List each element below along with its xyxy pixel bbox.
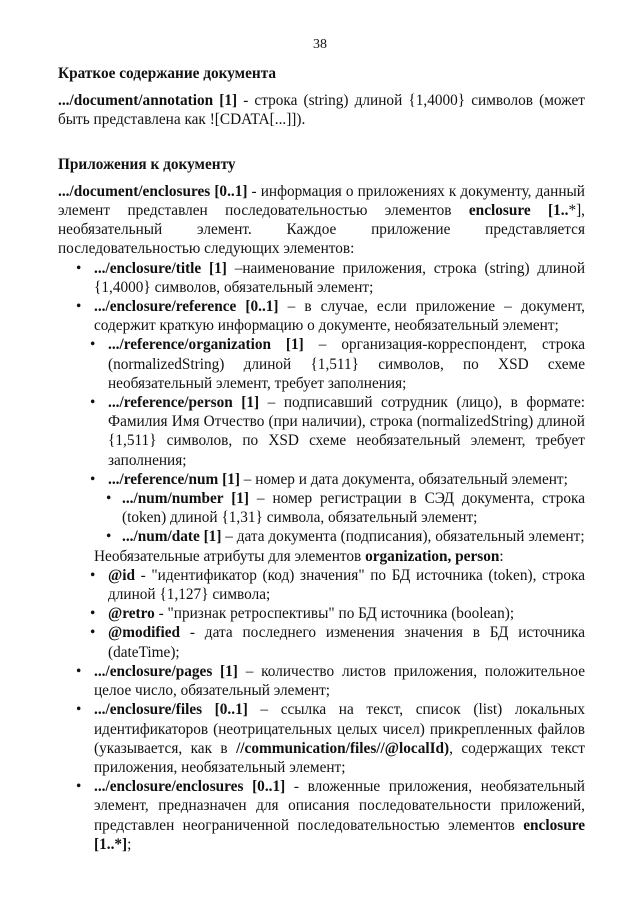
annotation-text: - строка (string) длиной {1,4000} символов (может быть представлена как ![CDATA[...]]). bbox=[58, 92, 585, 129]
section-title-summary: Краткое содержание документа bbox=[58, 65, 277, 82]
list-item: • .../num/date [1] – дата документа (подписания), обязательный элемент; bbox=[122, 527, 585, 546]
list-item: • .../enclosure/enclosures [0..1] - вложенные приложения, необязательный элемент, предназначен для описания последовательности приложений, представлен неограниченной последовательностью элементов enclosure [1..*]; bbox=[94, 777, 585, 854]
list-item: • .../num/number [1] – номер регистрации в СЭД документа, строка (token) длиной {1,31} символа, обязательный элемент; bbox=[122, 489, 585, 527]
list-item: • .../enclosure/title [1] –наименование приложения, строка (string) длиной {1,4000} символов, обязательный элемент; bbox=[94, 259, 585, 297]
list-item: • @retro - "признак ретроспективы" по БД источника (boolean); bbox=[108, 604, 585, 623]
num-list bbox=[108, 489, 585, 547]
page-number: 38 bbox=[313, 37, 327, 52]
list-item: • .../reference/person [1] – подписавший сотрудник (лицо), в формате: Фамилия Имя Отчество (при наличии), строка (normalizedString) длиной {1,511} символов, по XSD схеме необязательный элемент, требует заполнения; bbox=[108, 393, 585, 470]
document-body bbox=[58, 64, 585, 854]
annotation-path: .../document/annotation [1] bbox=[58, 92, 238, 110]
enclosures-intro: .../document/enclosures [0..1] - информация о приложениях к документу, данный элемент представлен последовательностью элементов enclosure [1..*], необязательный элемент. Каждое приложение представляется последовательностью следующих элементов: bbox=[58, 182, 586, 258]
list-item: • .../enclosure/reference [0..1] – в случае, если приложение – документ, содержит краткую информацию о документе, необязательный элемент; • .../reference/organization [1] – организация-корреспондент, строка (normalizedString) длиной {1,511} символов, по XSD схеме необязательный элемент, требует заполнения; • .../reference/person [1] – подписавший сотрудник (лицо), в формате: Фамилия Имя Отчество (при наличии), строка (normalizedString) длиной {1,511} символов, по XSD схеме необязательный элемент, требует заполнения; • .../reference/num [1] – номер и дата документа, обязательный элемент; • .../num/number [1] – номер регистрации в СЭД документа, строка (token) длиной {1,31} символа, обязательный элемент; • .../num/date [1] – дата документа (подписания), обязательный элемент; Необязательные атрибуты для элементов organization, person: • @id - "идентификатор (код) значения" по БД источника (token), строка длиной {1,127} символа; • @retro - "признак ретроспективы" по БД источника (boolean); • @modified - дата последнего изменения значения в БД источника (dateTime); bbox=[94, 297, 585, 662]
list-item: • .../enclosure/files [0..1] – ссылка на текст, список (list) локальных идентификаторов (неотрицательных целых чисел) прикрепленных файлов (указывается, как в //communication/files//@localId), содержащих текст приложения, необязательный элемент; bbox=[94, 700, 585, 777]
annotation-paragraph bbox=[58, 91, 585, 129]
section-title-enclosures: Приложения к документу bbox=[58, 155, 236, 173]
attrs-intro: Необязательные атрибуты для элементов organization, person: bbox=[94, 547, 504, 565]
list-item: • .../enclosure/pages [1] – количество листов приложения, положительное целое число, обязательный элемент; bbox=[94, 662, 585, 700]
list-item: • .../reference/num [1] – номер и дата документа, обязательный элемент; • .../num/number [1] – номер регистрации в СЭД документа, строка (token) длиной {1,31} символа, обязательный элемент; • .../num/date [1] – дата документа (подписания), обязательный элемент; bbox=[108, 470, 585, 547]
enclosure-list bbox=[58, 259, 585, 854]
reference-list bbox=[94, 335, 585, 546]
list-item: • @id - "идентификатор (код) значения" по БД источника (token), строка длиной {1,127} символа; bbox=[108, 566, 585, 604]
list-item: • .../reference/organization [1] – организация-корреспондент, строка (normalizedString) длиной {1,511} символов, по XSD схеме необязательный элемент, требует заполнения; bbox=[108, 335, 585, 393]
list-item: • @modified - дата последнего изменения значения в БД источника (dateTime); bbox=[108, 623, 585, 661]
attribute-list bbox=[94, 566, 585, 662]
